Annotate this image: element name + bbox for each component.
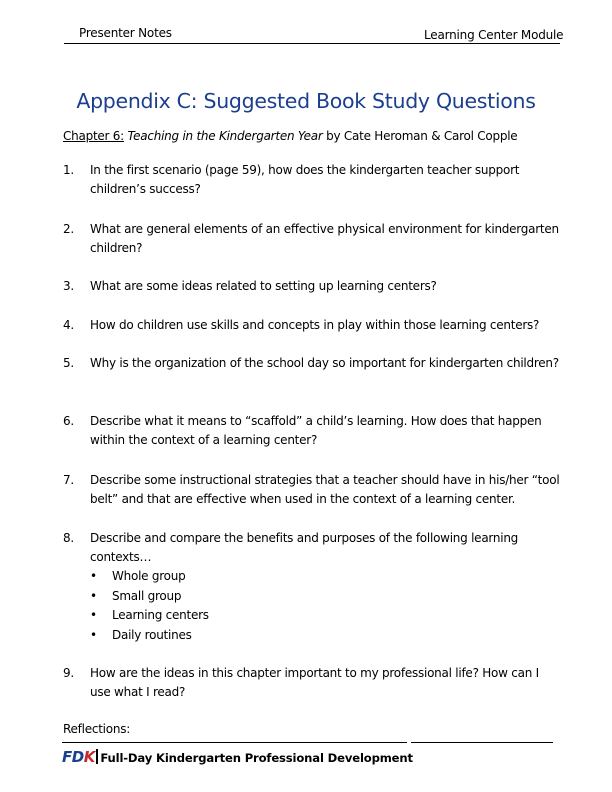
question-text: Describe and compare the benefits and purposes of the following learning contexts… [90, 531, 519, 564]
header-left-text: Presenter Notes [79, 26, 172, 40]
page-title: Appendix C: Suggested Book Study Questions [76, 89, 536, 113]
question-text: How are the ideas in this chapter important to my professional life? How can I use what I read? [90, 666, 539, 699]
bullet-icon: • [90, 569, 97, 583]
bullet-icon: • [90, 627, 97, 642]
question-text: Describe some instructional strategies that a teacher should have in his/her “tool belt” and that are effective when used in the context of a learning center. [90, 473, 560, 506]
list-item: • Learning centers [90, 606, 560, 626]
chapter-label: Chapter 6: [63, 129, 124, 143]
question-text: Describe what it means to “scaffold” a child’s learning. How does that happen within the context of a learning center? [90, 414, 542, 447]
question-text: What are general elements of an effective physical environment for kindergarten children? [90, 222, 559, 255]
question-number: 1. [63, 163, 74, 177]
chapter-subtitle [63, 129, 517, 143]
logo-k: K [83, 748, 96, 766]
reflections-label: Reflections: [63, 722, 131, 736]
footer-divider-right [411, 742, 553, 743]
book-authors: by Cate Heroman & Carol Copple [326, 129, 518, 143]
logo-separator [96, 749, 98, 764]
logo-fd: FD [62, 748, 84, 766]
list-item: • Daily routines [90, 626, 560, 646]
question-text: Why is the organization of the school day so important for kindergarten children? [90, 356, 559, 370]
bullet-list [90, 567, 560, 645]
question-text: In the first scenario (page 59), how does the kindergarten teacher support children’s success? [90, 163, 520, 196]
question-number: 5. [63, 356, 74, 370]
question-number: 9. [63, 666, 74, 680]
question-text: What are some ideas related to setting up learning centers? [90, 279, 437, 293]
question-number: 4. [63, 318, 74, 332]
question-number: 2. [63, 222, 74, 236]
list-item: • Small group [90, 587, 560, 607]
footer-divider [62, 742, 407, 743]
footer-tagline: Full-Day Kindergarten Professional Development [100, 751, 413, 765]
bullet-icon: • [90, 588, 97, 603]
question-number: 8. [63, 531, 74, 545]
header-divider [64, 43, 560, 44]
book-title: Teaching in the Kindergarten Year [127, 129, 323, 143]
footer-logo [62, 747, 413, 766]
question-text: How do children use skills and concepts in play within those learning centers? [90, 318, 540, 332]
bullet-icon: • [90, 608, 97, 622]
question-number: 6. [63, 414, 74, 428]
question-number: 7. [63, 473, 74, 487]
header-right-text: Learning Center Module [424, 28, 564, 42]
question-number: 3. [63, 279, 74, 293]
list-item: • Whole group [90, 567, 560, 587]
